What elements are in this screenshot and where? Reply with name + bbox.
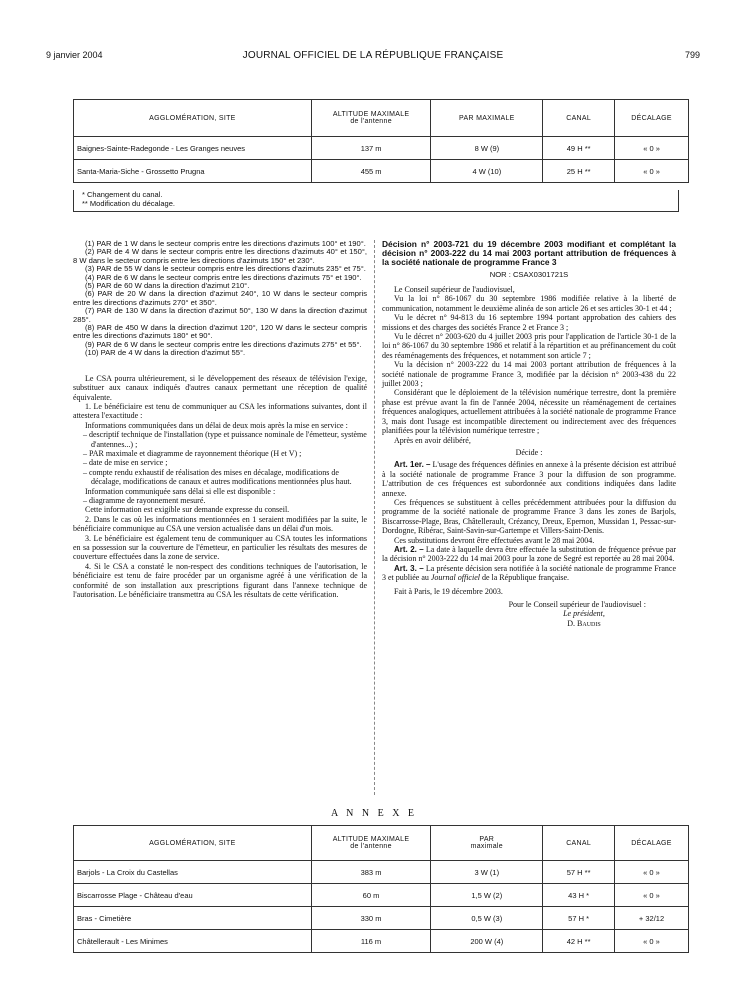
body-paragraph: Vu la loi n° 86-1067 du 30 septembre 1986 modifiée relative à la liberté de communication, notamment le deuxième alinéa de son article 26 et ses articles 30-1 et 44 ;: [382, 294, 676, 313]
body-paragraph: Après en avoir délibéré,: [394, 435, 471, 445]
body-paragraph: 1. Le bénéficiaire est tenu de communiquer au CSA les informations suivantes, dont il attestera l'exactitude :: [73, 401, 367, 421]
table-row: [74, 884, 689, 907]
body-paragraph: 4. Si le CSA a constaté le non-respect des conditions techniques de l'autorisation, le bénéficiaire est tenu de faire procéder par un organisme agréé à une vérification de la conformité de son installation aux prescriptions figurant dans l'annexe technique de l'autorisation. Le bénéficiaire transmettra au CSA les résultats de cette vérification.: [73, 561, 367, 600]
nor-reference: NOR : CSAX0301721S: [489, 269, 569, 279]
article-3: Art. 3. – La présente décision sera notifiée à la société nationale de programme France 3 et publiée au Journal officiel de la République française.: [382, 563, 677, 583]
column-header: DÉCALAGE: [615, 826, 689, 861]
canal-cell: 49 H **: [543, 137, 615, 160]
par-note: (5) PAR de 60 W dans la direction d'azimut 210°.: [85, 281, 250, 291]
signature-role: Le président,: [563, 609, 605, 619]
table-notes: [73, 190, 679, 212]
par-note: (1) PAR de 1 W dans le secteur compris entre les directions d'azimuts 100° et 190°.: [85, 239, 366, 248]
left-column: [73, 240, 367, 599]
body-paragraph: Information communiquée sans délai si elle est disponible :: [85, 486, 276, 496]
article-label: Art. 1er. –: [394, 460, 431, 470]
body-paragraph: Le CSA pourra ultérieurement, si le développement des réseaux de télévision l'exige, substituer aux canaux indiqués d'autres canaux permettant une réception de qualité équivalente.: [73, 373, 367, 402]
par-note: (8) PAR de 450 W dans la direction d'azimut 120°, 120 W dans le secteur compris entre les directions d'azimuts 180° et 90°.: [73, 323, 367, 341]
page-header: [46, 50, 700, 66]
fait-line: Fait à Paris, le 19 décembre 2003.: [394, 586, 503, 596]
article-1: Art. 1er. – L'usage des fréquences définies en annexe à la présente décision est attribué à la société nationale de programme France 3 pour la diffusion de son programme. L'attribution de ces fréquences est subordonnée aux conditions indiquées dans ladite annexe.: [382, 460, 676, 498]
list-item: – PAR maximale et diagramme de rayonnement théorique (H et V) ;: [83, 448, 302, 458]
list-item: – compte rendu exhaustif de réalisation des mises en décalage, modifications de décalage, modifications de canaux et autres modifications mentionnées plus haut.: [83, 467, 352, 487]
altitude-cell: 455 m: [311, 160, 431, 183]
par-note: (6) PAR de 20 W dans la direction d'azimut 240°, 10 W dans le secteur compris entre les directions d'azimuts 270° et 350°.: [73, 289, 367, 307]
info-list: [73, 430, 367, 486]
altitude-cell: 60 m: [311, 884, 431, 907]
altitude-cell: 137 m: [311, 137, 431, 160]
list-item: – diagramme de rayonnement mesuré.: [83, 495, 206, 505]
par-cell: 1,5 W (2): [431, 884, 543, 907]
column-header: DÉCALAGE: [615, 100, 689, 137]
par-cell: 0,5 W (3): [431, 907, 543, 930]
table-row: [74, 861, 689, 884]
table-row: [74, 930, 689, 953]
site-cell: Châtellerault - Les Minimes: [74, 930, 312, 953]
par-note: (9) PAR de 6 W dans le secteur compris entre les directions d'azimuts 275° et 55°.: [85, 339, 362, 349]
info-list: [73, 496, 367, 505]
site-cell: Barjols - La Croix du Castellas: [74, 861, 312, 884]
body-paragraph: Informations communiquées dans un délai de deux mois après la mise en service :: [85, 420, 348, 430]
site-cell: Bras - Cimetière: [74, 907, 312, 930]
table-note: * Changement du canal.: [82, 190, 163, 199]
decalage-cell: « 0 »: [615, 930, 689, 953]
canal-cell: 57 H **: [543, 861, 615, 884]
altitude-cell: 116 m: [311, 930, 431, 953]
par-note: (3) PAR de 55 W dans le secteur compris entre les directions d'azimuts 235° et 75°.: [85, 264, 366, 274]
body-paragraph: Vu le décret n° 94-813 du 16 septembre 1994 portant approbation des cahiers des missions et des charges des sociétés France 2 et France 3 ;: [382, 313, 676, 332]
site-cell: Santa-Maria-Siche - Grossetto Prugna: [74, 160, 312, 183]
list-item: – date de mise en service ;: [83, 458, 168, 468]
annexe-title: A N N E X E: [330, 808, 418, 819]
par-cell: 4 W (10): [431, 160, 543, 183]
column-header: CANAL: [543, 826, 615, 861]
body-paragraph: Vu la décision n° 2003-222 du 14 mai 2003 portant attribution de fréquences à la société nationale de programme France 3, modifiée par la décision n° 2003-438 du 22 juillet 2003 ;: [382, 360, 676, 389]
annexe-table: [73, 825, 689, 953]
column-header: PAR maximale: [431, 826, 543, 861]
altitude-cell: 383 m: [311, 861, 431, 884]
frequency-table-top: [73, 99, 689, 183]
par-note: (2) PAR de 4 W dans le secteur compris entre les directions d'azimuts 40° et 150°, 8 W dans le secteur compris entre les directions d'azimuts 150° et 230°.: [73, 247, 367, 265]
right-column: [382, 240, 676, 628]
column-header: AGGLOMÉRATION, SITE: [74, 100, 312, 137]
body-paragraph: Le Conseil supérieur de l'audiovisuel,: [394, 285, 515, 295]
decision-title: Décision n° 2003-721 du 19 décembre 2003 modifiant et complétant la décision n° 2003-222 du 14 mai 2003 portant attribution de fréquences à la société nationale de programme France 3: [382, 239, 676, 268]
site-cell: Baignes-Sainte-Radegonde - Les Granges neuves: [74, 137, 312, 160]
table-row: [74, 137, 689, 160]
par-cell: 200 W (4): [431, 930, 543, 953]
par-notes: [73, 240, 367, 358]
table-row: [74, 907, 689, 930]
body-paragraph: 2. Dans le cas où les informations mentionnées en 1 seraient modifiées par la suite, le bénéficiaire communique au CSA une version actualisée dans un délai d'un mois.: [73, 514, 367, 534]
decide-heading: Décide :: [515, 447, 543, 457]
decalage-cell: « 0 »: [615, 137, 689, 160]
decalage-cell: « 0 »: [615, 861, 689, 884]
body-paragraph: 3. Le bénéficiaire est également tenu de communiquer au CSA toutes les informations en sa possession sur la couverture de l'émetteur, en particulier les résultats des mesures de couverture effectuées dans la zone de service.: [73, 533, 367, 562]
body-paragraph: Cette information est exigible sur demande expresse du conseil.: [85, 505, 290, 515]
body-paragraph: Ces fréquences se substituent à celles précédemment attribuées pour la diffusion du programme de la société nationale de programme France 3 dans les zones de Barjols, Biscarrosse-Plage, Bras, Châtellerault, Crézancy, Dreux, Epernon, Mussidan 1, Pessac-sur-Dordogne, Ribérac, Saint-Savin-sur-Gartempe et Villers-Saint-Denis.: [382, 497, 676, 536]
par-cell: 8 W (9): [431, 137, 543, 160]
decalage-cell: « 0 »: [615, 160, 689, 183]
page-number: 799: [684, 50, 700, 60]
canal-cell: 42 H **: [543, 930, 615, 953]
list-item: – descriptif technique de l'installation (type et puissance nominale de l'émetteur, système d'antennes...) ;: [83, 430, 367, 449]
table-header-row: [74, 826, 689, 861]
article-label: Art. 2. –: [394, 544, 424, 554]
par-note: (4) PAR de 6 W dans le secteur compris entre les directions d'azimuts 75° et 190°.: [85, 272, 362, 282]
par-cell: 3 W (1): [431, 861, 543, 884]
signature-name: D. Baudis: [567, 618, 601, 628]
table-header-row: [74, 100, 689, 137]
column-header: AGGLOMÉRATION, SITE: [74, 826, 312, 861]
column-header: ALTITUDE MAXIMALE de l'antenne: [311, 826, 431, 861]
table-note: ** Modification du décalage.: [82, 199, 175, 208]
body-paragraph: Considérant que le déploiement de la télévision numérique terrestre, dont la première phase est prévue avant la fin de l'année 2004, nécessite un réaménagement de certaines fréquences analogiques, actuellement attribuées à la société nationale de programme France 3, mais dont l'usage est incompatible directement ou indirectement avec des fréquences planifiées pour la télévision numérique terrestre ;: [382, 388, 676, 436]
altitude-cell: 330 m: [311, 907, 431, 930]
header-date: 9 janvier 2004: [46, 50, 103, 60]
body-paragraph: Ces substitutions devront être effectuées avant le 28 mai 2004.: [394, 535, 595, 545]
par-note: (7) PAR de 130 W dans la direction d'azimut 50°, 130 W dans la direction d'azimut 285°.: [73, 306, 367, 324]
column-divider: [374, 240, 375, 795]
journal-title: JOURNAL OFFICIEL DE LA RÉPUBLIQUE FRANÇAISE: [242, 50, 504, 61]
decalage-cell: « 0 »: [615, 884, 689, 907]
canal-cell: 43 H *: [543, 884, 615, 907]
body-paragraph: Vu le décret n° 2003-620 du 4 juillet 2003 pris pour l'application de l'article 30-1 de la loi n° 86-1067 du 30 septembre 1986 et relatif à la répartition et au préfinancement du coût des réaménagements des fréquences, et notamment son article 7 ;: [382, 332, 676, 360]
decalage-cell: + 32/12: [615, 907, 689, 930]
article-label: Art. 3. –: [394, 563, 424, 573]
table-row: [74, 160, 689, 183]
par-note: (10) PAR de 4 W dans la direction d'azimut 55°.: [85, 348, 246, 358]
site-cell: Biscarrosse Plage - Château d'eau: [74, 884, 312, 907]
column-header: PAR MAXIMALE: [431, 100, 543, 137]
signature-line: Pour le Conseil supérieur de l'audiovisuel :: [508, 600, 646, 610]
column-header: ALTITUDE MAXIMALE de l'antenne: [311, 100, 431, 137]
canal-cell: 25 H **: [543, 160, 615, 183]
canal-cell: 57 H *: [543, 907, 615, 930]
column-header: CANAL: [543, 100, 615, 137]
article-2: Art. 2. – La date à laquelle devra être effectuée la substitution de fréquence prévue par la décision n° 2003-222 du 14 mai 2003 pour la zone de Segré est reportée au 28 mai 2004.: [382, 544, 676, 564]
